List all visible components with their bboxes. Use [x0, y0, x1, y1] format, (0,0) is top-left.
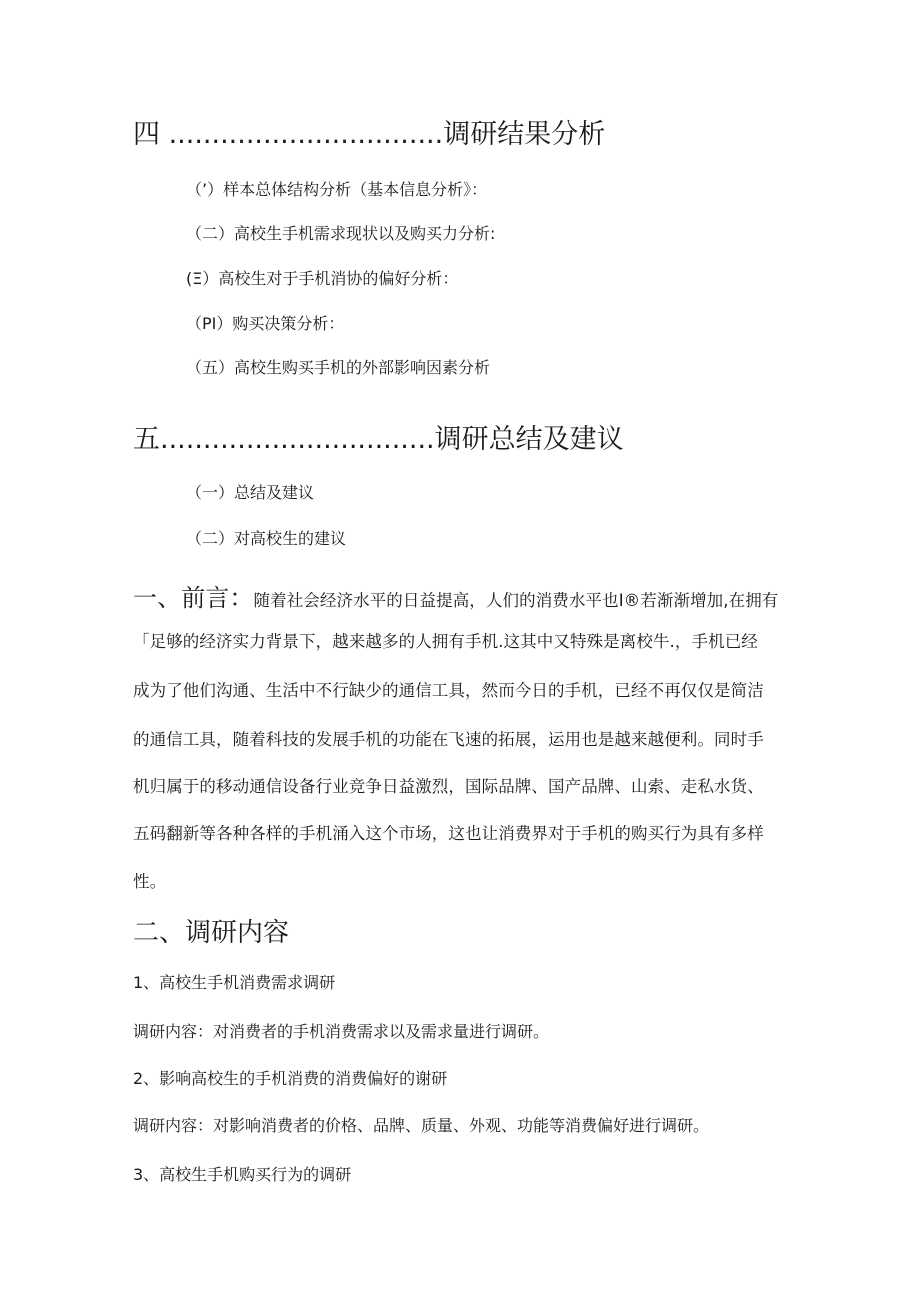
preface-line: 成为了他们沟通、生活中不行缺少的通信工具，然而今日的手机，已经不再仅仅是简洁	[133, 681, 764, 700]
preface-line: 的通信工具，随着科技的发展手机的功能在飞速的拓展，运用也是越来越便利。同时手	[133, 730, 764, 749]
preface-heading: 一、前言：	[133, 584, 254, 612]
toc-section-4-item-1: （’）样本总体结构分析（基本信息分析》：	[186, 180, 488, 199]
research-heading: 二、调研内容	[133, 918, 290, 948]
toc-section-4-item-4: （PI）购买决策分析：	[186, 314, 345, 333]
research-item: 调研内容：对影响消费者的价格、品牌、质量、外观、功能等消费偏好进行调研。	[133, 1116, 710, 1135]
research-item: 调研内容：对消费者的手机消费需求以及需求量进行调研。	[133, 1022, 550, 1041]
research-item: 3、高校生手机购买行为的调研	[133, 1165, 352, 1184]
toc-section-4-item-3: (Ξ）高校生对于手机消协的偏好分析：	[186, 269, 459, 288]
toc-section-5-item-2: （二）对高校生的建议	[186, 529, 347, 548]
preface-line: 机归属于的移动通信设备行业竞争日益激烈，国际品牌、国产品牌、山索、走私水货、	[133, 777, 764, 796]
research-item: 1、高校生手机消费需求调研	[133, 973, 336, 992]
preface-line: 五码翻新等各种各样的手机涌入这个市场，这也让消费界对于手机的购买行为具有多样	[133, 824, 764, 843]
toc-section-4-item-2: （二）高校生手机需求现状以及购买力分析:	[186, 224, 496, 243]
toc-section-4-heading: 四 ................................调研结果分析	[133, 119, 606, 150]
preface-first-line	[133, 578, 778, 613]
research-item: 2、影响高校生的手机消费的消费偏好的谢研	[133, 1069, 448, 1088]
toc-section-5-item-1: （一）总结及建议	[186, 483, 315, 502]
toc-section-5-heading: 五................................调研总结及建议	[133, 424, 624, 455]
preface-line: 随着社会经济水平的日益提高，人们的消费水平也I®若渐渐增加,在拥有	[253, 591, 779, 610]
preface-line: 「足够的经济实力背景下，越来越多的人拥有手机.这其中又特殊是离校牛.，手机已经	[133, 632, 758, 651]
toc-section-4-item-5: （五）高校生购买手机的外部影响因素分析	[186, 358, 491, 377]
preface-line: 性。	[133, 872, 167, 891]
